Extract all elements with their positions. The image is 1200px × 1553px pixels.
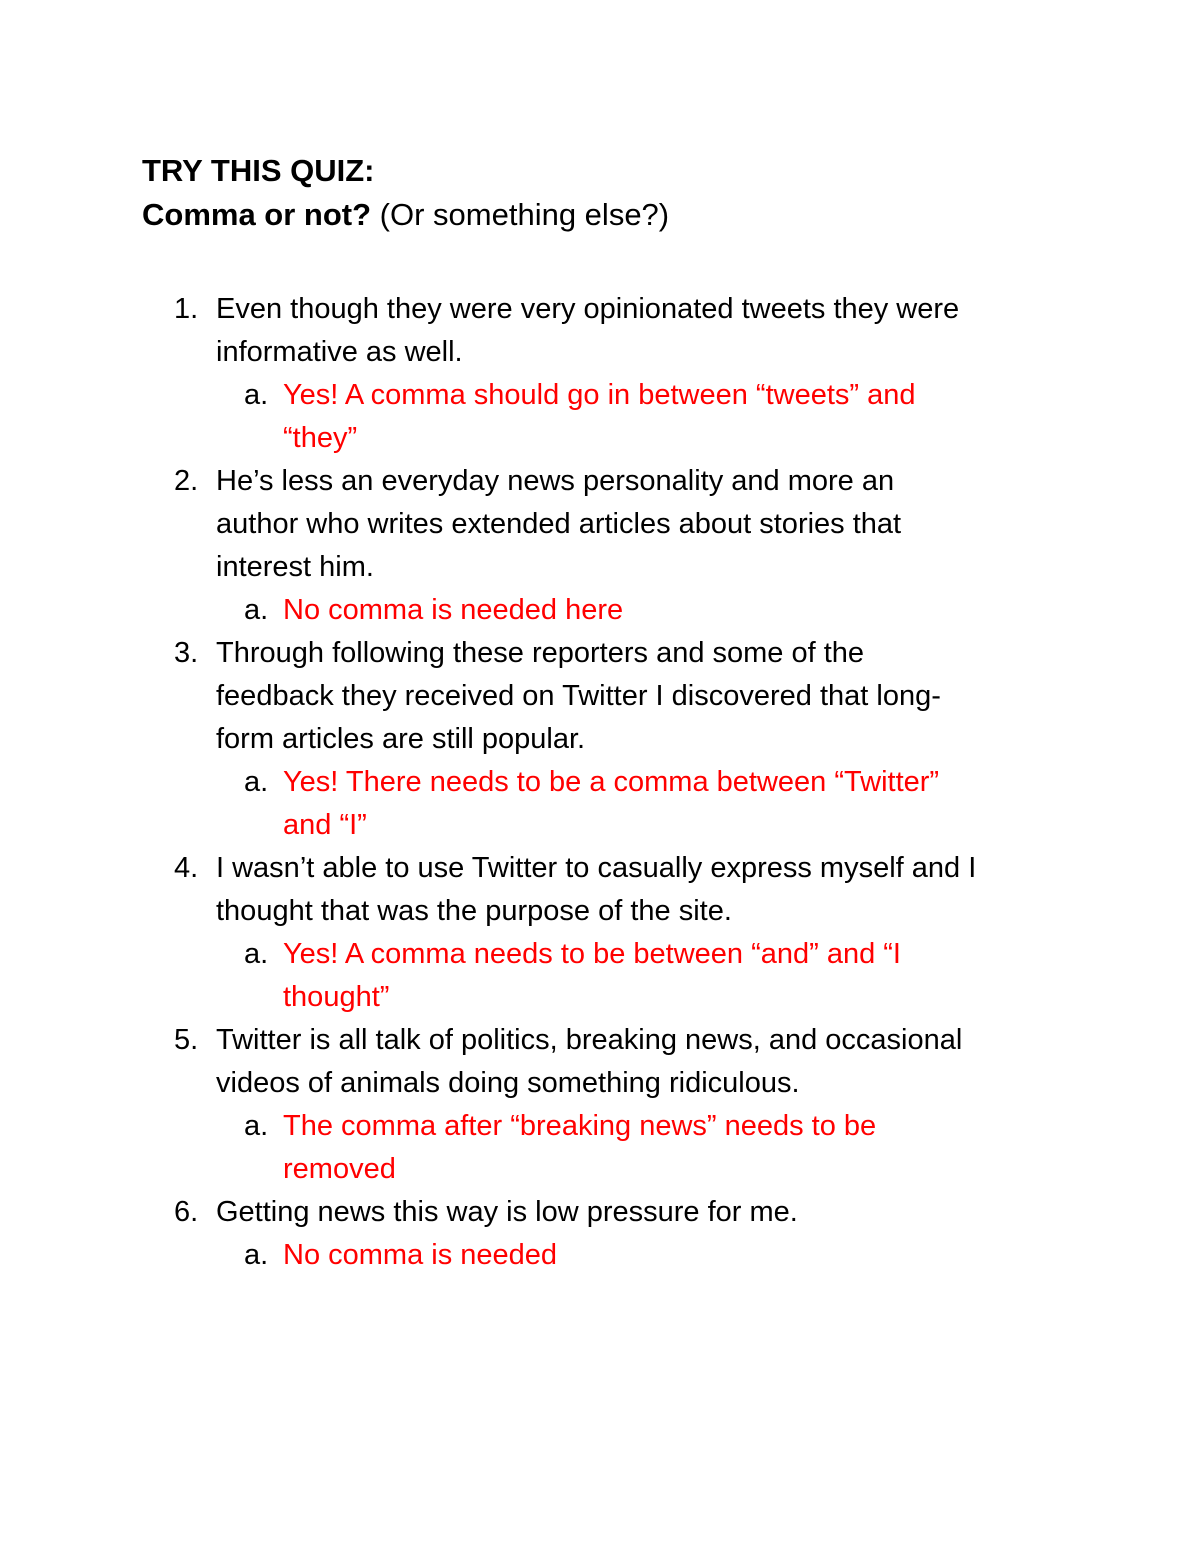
question-item-1 [0,288,1200,374]
question-item-2 [0,460,1200,589]
question-number: 5. [174,1024,199,1056]
answer-item-2 [0,589,1200,632]
answer-letter: a. [244,938,269,970]
answer-letter: a. [244,594,269,626]
quiz-list [0,288,1200,1277]
answer-letter: a. [244,1239,269,1271]
answer-text: The comma after “breaking news” needs to be removed [283,1110,877,1185]
answer-text: No comma is needed here [283,594,624,626]
question-text: Even though they were very opinionated tweets they were informative as well. [216,293,960,368]
quiz-title: TRY THIS QUIZ: [142,153,375,188]
question-item-6 [0,1191,1200,1234]
question-number: 3. [174,637,199,669]
quiz-subtitle [142,193,669,236]
question-text: He’s less an everyday news personality and more an author who writes extended articles about stories that interest him. [216,465,902,583]
quiz-subtitle-bold: Comma or not? [142,197,372,232]
answer-text: Yes! A comma should go in between “tweets” and “they” [283,379,916,454]
question-number: 2. [174,465,199,497]
answer-letter: a. [244,766,269,798]
question-number: 1. [174,293,199,325]
answer-item-5 [0,1105,1200,1191]
question-item-4 [0,847,1200,933]
question-text: Twitter is all talk of politics, breaking news, and occasional videos of animals doing something ridiculous. [216,1024,963,1099]
answer-item-1 [0,374,1200,460]
question-number: 4. [174,852,199,884]
question-number: 6. [174,1196,199,1228]
question-text: I wasn’t able to use Twitter to casually express myself and I thought that was the purpose of the site. [216,852,977,927]
answer-text: Yes! A comma needs to be between “and” and “I thought” [283,938,901,1013]
answer-text: Yes! There needs to be a comma between “Twitter” and “I” [283,766,940,841]
answer-letter: a. [244,1110,269,1142]
answer-item-4 [0,933,1200,1019]
question-item-3 [0,632,1200,761]
answer-text: No comma is needed [283,1239,558,1271]
answer-letter: a. [244,379,269,411]
question-text: Getting news this way is low pressure for me. [216,1196,798,1228]
answer-item-6 [0,1234,1200,1277]
question-text: Through following these reporters and some of the feedback they received on Twitter I discovered that long- form articles are still popular. [216,637,941,755]
question-item-5 [0,1019,1200,1105]
quiz-subtitle-normal: (Or something else?) [371,197,670,232]
answer-item-3 [0,761,1200,847]
